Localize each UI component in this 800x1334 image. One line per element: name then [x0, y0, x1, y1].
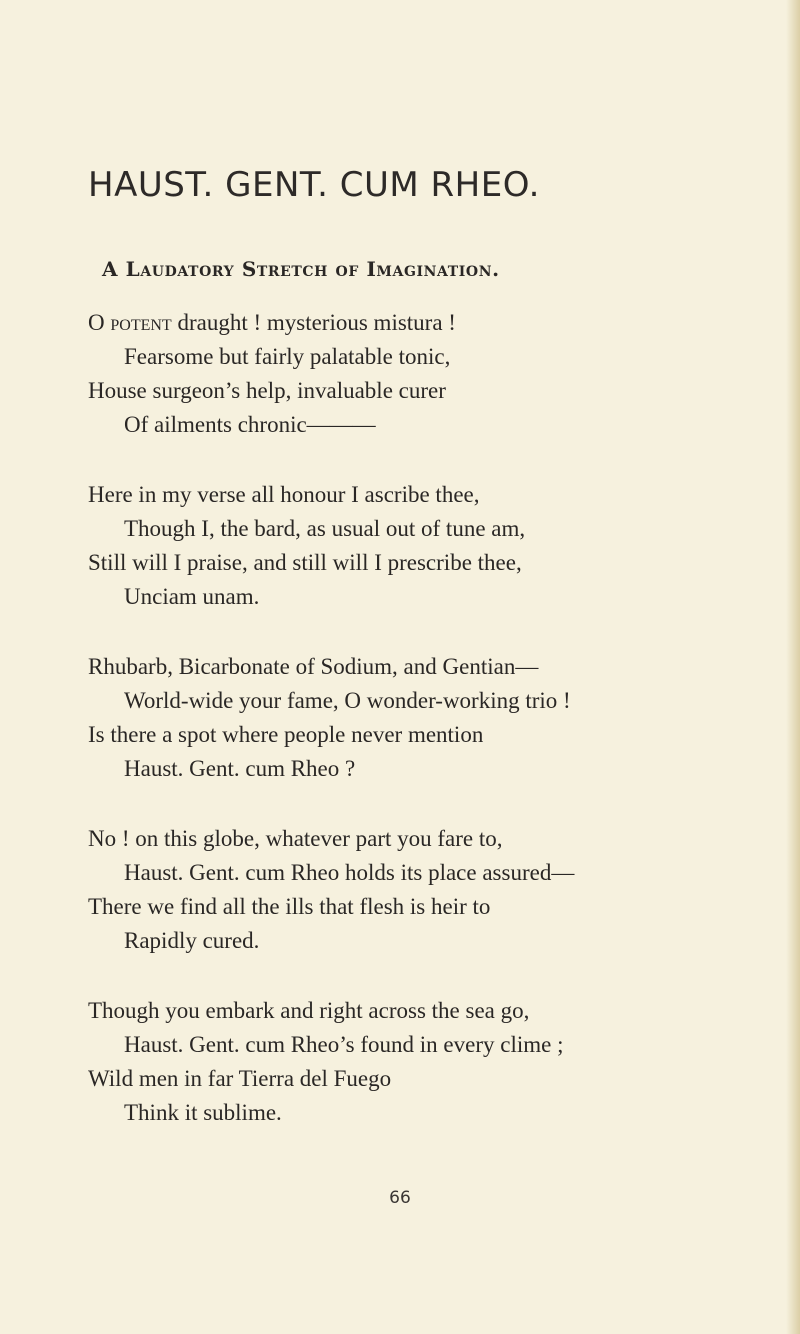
poem-line — [88, 306, 800, 340]
poem-line: Unciam unam. — [124, 584, 260, 609]
stanza — [88, 994, 800, 1130]
page-number: 66 — [389, 1188, 411, 1208]
stanza — [88, 306, 800, 442]
poem-line: Of ailments chronic——— — [124, 412, 376, 437]
poem-line: House surgeon’s help, invaluable curer — [88, 378, 446, 403]
line-rest: draught ! mysterious mistura ! — [171, 310, 456, 335]
poem-line: Rhubarb, Bicarbonate of Sodium, and Gentian— — [88, 654, 539, 679]
poem-line: Think it sublime. — [124, 1100, 282, 1125]
poem-title: HAUST. GENT. CUM RHEO. — [88, 165, 540, 205]
poem-line: Haust. Gent. cum Rheo ? — [124, 756, 356, 781]
poem-line: Wild men in far Tierra del Fuego — [88, 1066, 392, 1091]
poem-line: No ! on this globe, whatever part you fare to, — [88, 826, 503, 851]
poem-line: Haust. Gent. cum Rheo’s found in every clime ; — [124, 1032, 564, 1057]
poem-line: Fearsome but fairly palatable tonic, — [124, 344, 451, 369]
poem-line: Rapidly cured. — [124, 928, 260, 953]
small-caps-word: potent — [110, 310, 172, 335]
stanza — [88, 650, 800, 786]
stanza — [88, 822, 800, 958]
poem-line: Haust. Gent. cum Rheo holds its place assured— — [124, 860, 575, 885]
poem-line: There we find all the ills that flesh is heir to — [88, 894, 491, 919]
stanza — [88, 478, 800, 614]
poem-line: World-wide your fame, O wonder-working trio ! — [124, 688, 571, 713]
poem-line: Though I, the bard, as usual out of tune am, — [124, 516, 526, 541]
poem-line: Here in my verse all honour I ascribe thee, — [88, 482, 480, 507]
line-lead: O — [88, 310, 111, 335]
poem-line: Though you embark and right across the sea go, — [88, 998, 530, 1023]
poem-line: Is there a spot where people never mention — [88, 722, 484, 747]
poem-subtitle: A Laudatory Stretch of Imagination. — [102, 257, 500, 281]
poem-line: Still will I praise, and still will I prescribe thee, — [88, 550, 522, 575]
poem-body — [88, 306, 800, 1166]
